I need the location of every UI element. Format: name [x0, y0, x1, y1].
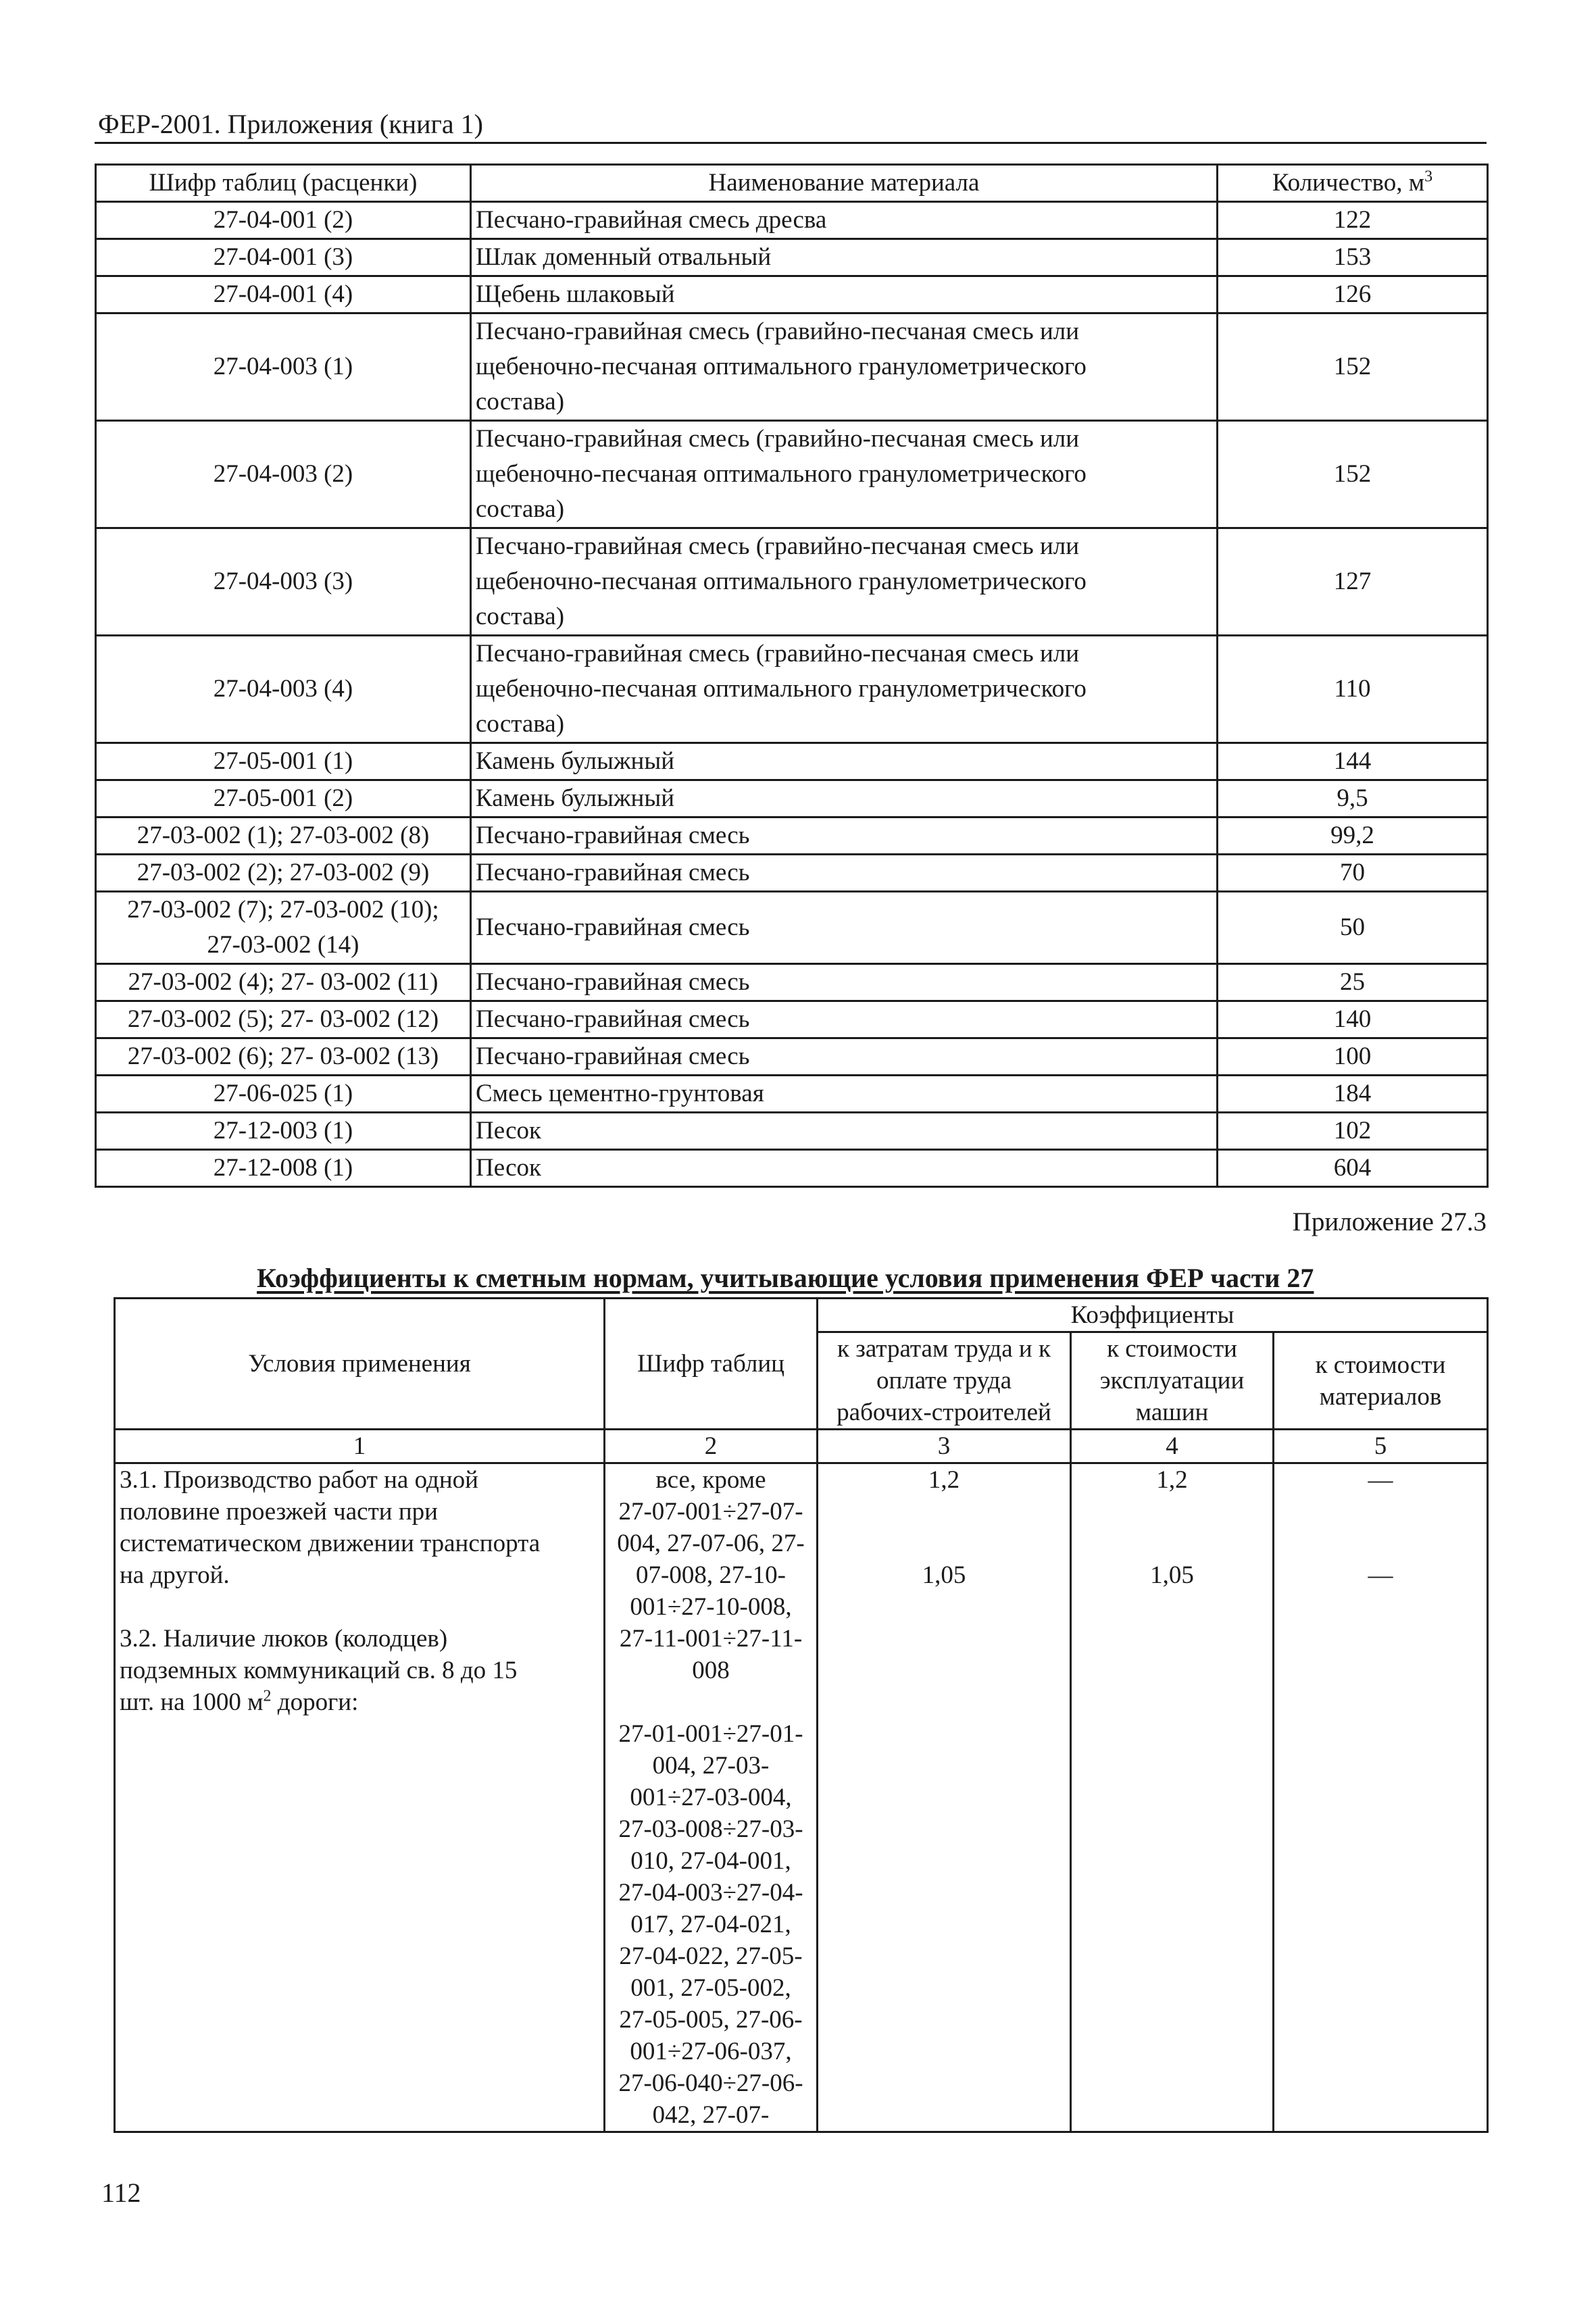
- material-name-line: состава): [476, 495, 565, 523]
- table-code-line: 017, 27-04-021,: [630, 1911, 791, 1938]
- material-name-line: щебеночно-песчаная оптимального гранулометрического: [476, 568, 1087, 595]
- material-code-line: 27-03-002 (5); 27- 03-002 (12): [127, 1005, 439, 1033]
- material-name-cell: [471, 818, 1218, 855]
- material-quantity-cell: 122: [1218, 202, 1488, 239]
- header-machines-line: эксплуатации: [1099, 1367, 1245, 1394]
- material-code-line: 27-12-003 (1): [213, 1117, 353, 1145]
- column-number: 3: [818, 1430, 1071, 1463]
- materials-header-row: [96, 165, 1488, 202]
- material-row: [96, 1076, 1488, 1113]
- material-name-cell: [471, 636, 1218, 743]
- table-code-line: 001, 27-05-002,: [630, 1974, 791, 2002]
- material-code-cell: [96, 743, 471, 780]
- material-name-cell: [471, 1076, 1218, 1113]
- material-row: [96, 780, 1488, 818]
- material-name-line: Песчано-гравийная смесь: [476, 1042, 750, 1070]
- material-code-line: 27-04-003 (1): [213, 353, 353, 380]
- table-codes-cell: [605, 1463, 818, 2132]
- table-code-line: 07-008, 27-10-: [636, 1561, 786, 1589]
- header-rule: [95, 142, 1487, 144]
- material-code-line: 27-03-002 (14): [207, 931, 359, 959]
- appendix-label: Приложение 27.3: [1292, 1207, 1487, 1236]
- material-name-cell: [471, 421, 1218, 528]
- material-quantity-cell: 140: [1218, 1001, 1488, 1038]
- condition-line: подземных коммуникаций св. 8 до 15: [120, 1657, 518, 1684]
- header-labor-line: к затратам труда и к: [837, 1335, 1051, 1363]
- material-code-line: 27-05-001 (1): [213, 747, 353, 775]
- header-conditions: Условия применения: [115, 1299, 605, 1430]
- material-code-line: 27-04-001 (2): [213, 206, 353, 234]
- coeff-table-title: Коэффициенты к сметным нормам, учитывающие условия применения ФЕР части 27: [257, 1263, 1314, 1293]
- material-code-cell: [96, 855, 471, 892]
- material-name-line: Песчано-гравийная смесь: [476, 968, 750, 996]
- material-name-line: Песчано-гравийная смесь: [476, 822, 750, 849]
- header-labor-line: оплате труда: [876, 1367, 1012, 1394]
- spacer: [1076, 1496, 1268, 1528]
- material-code-cell: [96, 818, 471, 855]
- header-quantity-text: Количество, м: [1272, 169, 1425, 197]
- material-code-line: 27-04-003 (4): [213, 675, 353, 703]
- material-code-cell: [96, 892, 471, 964]
- materials-body: [96, 202, 1488, 1187]
- condition-sup: 2: [263, 1687, 272, 1705]
- material-quantity-cell: 127: [1218, 528, 1488, 636]
- material-name-line: Песчано-гравийная смесь (гравийно-песчаная смесь или: [476, 532, 1080, 560]
- material-name-line: щебеночно-песчаная оптимального гранулометрического: [476, 460, 1087, 488]
- table-code-line: 004, 27-07-06, 27-: [617, 1530, 805, 1557]
- material-row: [96, 239, 1488, 276]
- material-name-cell: [471, 964, 1218, 1001]
- material-name-line: Песчано-гравийная смесь (гравийно-песчаная смесь или: [476, 318, 1080, 345]
- material-name-cell: [471, 1038, 1218, 1076]
- material-name-line: Шлак доменный отвальный: [476, 243, 772, 271]
- material-code-cell: [96, 1001, 471, 1038]
- material-quantity-cell: 152: [1218, 421, 1488, 528]
- material-code-cell: [96, 780, 471, 818]
- labor-coeff-32: 1,05: [922, 1561, 966, 1589]
- material-row: [96, 1113, 1488, 1150]
- material-name-line: Песчано-гравийная смесь: [476, 1005, 750, 1033]
- material-name-cell: [471, 528, 1218, 636]
- material-code-line: 27-04-003 (3): [213, 568, 353, 595]
- material-quantity-cell: 126: [1218, 276, 1488, 313]
- table-code-line: 042, 27-07-: [652, 2101, 770, 2129]
- material-name-cell: [471, 892, 1218, 964]
- coefficients-table: [114, 1297, 1489, 2133]
- column-number: 5: [1274, 1430, 1488, 1463]
- column-number: 1: [115, 1430, 605, 1463]
- header-material-name: Наименование материала: [471, 165, 1218, 202]
- header-quantity-sup: 3: [1424, 168, 1433, 186]
- condition-line-text: шт. на 1000 м: [120, 1688, 264, 1716]
- material-name-line: Смесь цементно-грунтовая: [476, 1080, 764, 1107]
- machines-coeff-cell: [1071, 1463, 1274, 2132]
- header-labor: [818, 1332, 1071, 1430]
- material-quantity-cell: 604: [1218, 1150, 1488, 1187]
- material-code-cell: [96, 276, 471, 313]
- material-row: [96, 964, 1488, 1001]
- material-code-cell: [96, 202, 471, 239]
- page-number: 112: [101, 2178, 141, 2208]
- spacer: [1278, 1528, 1482, 1559]
- material-code-line: 27-12-008 (1): [213, 1154, 353, 1182]
- material-code-line: 27-04-001 (3): [213, 243, 353, 271]
- running-head: ФЕР-2001. Приложения (книга 1): [98, 109, 483, 139]
- table-code-line: 27-03-008÷27-03-: [618, 1815, 803, 1843]
- header-machines: [1071, 1332, 1274, 1430]
- spacer: [120, 1591, 599, 1623]
- materials-table: [95, 164, 1489, 1188]
- material-code-cell: [96, 636, 471, 743]
- material-code-line: 27-03-002 (2); 27-03-002 (9): [136, 859, 430, 886]
- material-name-cell: [471, 855, 1218, 892]
- condition-line-tail: дороги:: [271, 1688, 359, 1716]
- spacer: [822, 1528, 1066, 1559]
- material-name-cell: [471, 1113, 1218, 1150]
- table-code-line: 010, 27-04-001,: [630, 1847, 791, 1875]
- material-quantity-cell: 153: [1218, 239, 1488, 276]
- table-code-line: 27-01-001÷27-01-: [618, 1720, 803, 1748]
- material-code-line: 27-03-002 (4); 27- 03-002 (11): [128, 968, 439, 996]
- material-row: [96, 528, 1488, 636]
- material-row: [96, 636, 1488, 743]
- conditions-cell: [115, 1463, 605, 2132]
- material-code-cell: [96, 1113, 471, 1150]
- material-quantity-cell: 100: [1218, 1038, 1488, 1076]
- material-name-line: Камень булыжный: [476, 784, 675, 812]
- material-name-cell: [471, 239, 1218, 276]
- material-name-cell: [471, 1150, 1218, 1187]
- material-quantity-cell: 152: [1218, 313, 1488, 421]
- material-code-line: 27-04-003 (2): [213, 460, 353, 488]
- material-code-cell: [96, 1076, 471, 1113]
- material-name-line: Песчано-гравийная смесь (гравийно-песчаная смесь или: [476, 425, 1080, 453]
- column-number: 2: [605, 1430, 818, 1463]
- material-name-line: щебеночно-песчаная оптимального гранулометрического: [476, 675, 1087, 703]
- column-number: 4: [1071, 1430, 1274, 1463]
- table-code-line: 001÷27-06-037,: [630, 2038, 792, 2065]
- table-code-line: 001÷27-03-004,: [630, 1784, 792, 1811]
- material-name-line: Песчано-гравийная смесь (гравийно-песчаная смесь или: [476, 640, 1080, 668]
- material-quantity-cell: 25: [1218, 964, 1488, 1001]
- material-code-line: 27-05-001 (2): [213, 784, 353, 812]
- coeff-header-row-1: [115, 1299, 1488, 1332]
- header-materials: [1274, 1332, 1488, 1430]
- table-code-line: 008: [692, 1657, 730, 1684]
- material-code-line: 27-06-025 (1): [213, 1080, 353, 1107]
- material-row: [96, 202, 1488, 239]
- material-quantity-cell: 110: [1218, 636, 1488, 743]
- material-code-cell: [96, 239, 471, 276]
- material-name-cell: [471, 743, 1218, 780]
- header-materials-line: материалов: [1319, 1382, 1442, 1411]
- material-name-line: состава): [476, 603, 565, 630]
- material-code-line: 27-03-002 (6); 27- 03-002 (13): [127, 1042, 439, 1070]
- material-name-cell: [471, 202, 1218, 239]
- labor-coeff-cell: [818, 1463, 1071, 2132]
- machines-coeff-31: 1,2: [1156, 1466, 1188, 1494]
- material-name-line: Щебень шлаковый: [476, 280, 675, 308]
- material-row: [96, 276, 1488, 313]
- material-code-line: 27-03-002 (1); 27-03-002 (8): [136, 822, 430, 849]
- material-quantity-cell: 184: [1218, 1076, 1488, 1113]
- material-row: [96, 421, 1488, 528]
- material-row: [96, 818, 1488, 855]
- table-code-line: 27-11-001÷27-11-: [619, 1625, 803, 1653]
- material-code-cell: [96, 1038, 471, 1076]
- material-quantity-cell: 99,2: [1218, 818, 1488, 855]
- header-quantity: [1218, 165, 1488, 202]
- table-code-line: 27-04-022, 27-05-: [619, 1942, 803, 1970]
- material-code-cell: [96, 1150, 471, 1187]
- material-name-line: Песок: [476, 1117, 541, 1145]
- header-machines-line: к стоимости: [1107, 1335, 1237, 1363]
- material-row: [96, 1038, 1488, 1076]
- material-row: [96, 313, 1488, 421]
- material-name-cell: [471, 780, 1218, 818]
- table-code-line: все, кроме: [655, 1466, 766, 1494]
- header-code: Шифр таблиц (расценки): [96, 165, 471, 202]
- material-name-line: Песчано-гравийная смесь дресва: [476, 206, 827, 234]
- header-table-code: Шифр таблиц: [605, 1299, 818, 1430]
- material-name-line: Песчано-гравийная смесь: [476, 859, 750, 886]
- column-number-row: [115, 1430, 1488, 1463]
- spacer: [1278, 1496, 1482, 1528]
- spacer: [609, 1686, 812, 1718]
- material-name-line: состава): [476, 388, 565, 416]
- condition-line: половине проезжей части при: [120, 1498, 438, 1526]
- condition-line: на другой.: [120, 1561, 230, 1589]
- labor-coeff-31: 1,2: [928, 1466, 960, 1494]
- material-name-cell: [471, 313, 1218, 421]
- material-code-line: 27-04-001 (4): [213, 280, 353, 308]
- condition-line: [120, 1686, 599, 1718]
- spacer: [822, 1496, 1066, 1528]
- material-row: [96, 743, 1488, 780]
- material-code-cell: [96, 421, 471, 528]
- coeff-body-row: [115, 1463, 1488, 2132]
- material-row: [96, 1001, 1488, 1038]
- material-code-cell: [96, 313, 471, 421]
- materials-coeff-31: —: [1368, 1466, 1393, 1494]
- material-name-line: Камень булыжный: [476, 747, 675, 775]
- material-code-line: 27-03-002 (7); 27-03-002 (10);: [127, 896, 439, 924]
- material-name-line: Песок: [476, 1154, 541, 1182]
- material-quantity-cell: 102: [1218, 1113, 1488, 1150]
- material-code-cell: [96, 528, 471, 636]
- table-code-line: 27-07-001÷27-07-: [618, 1498, 803, 1526]
- material-quantity-cell: 144: [1218, 743, 1488, 780]
- materials-coeff-32: —: [1368, 1561, 1393, 1589]
- material-quantity-cell: 70: [1218, 855, 1488, 892]
- header-labor-line: рабочих-строителей: [837, 1399, 1051, 1426]
- material-code-cell: [96, 964, 471, 1001]
- condition-line: 3.2. Наличие люков (колодцев): [120, 1625, 448, 1653]
- material-name-line: состава): [476, 710, 565, 738]
- table-code-line: 27-04-003÷27-04-: [618, 1879, 803, 1907]
- table-code-line: 004, 27-03-: [652, 1752, 770, 1780]
- material-name-cell: [471, 1001, 1218, 1038]
- material-name-line: Песчано-гравийная смесь: [476, 913, 750, 941]
- material-name-line: щебеночно-песчаная оптимального гранулометрического: [476, 353, 1087, 380]
- machines-coeff-32: 1,05: [1150, 1561, 1194, 1589]
- material-row: [96, 1150, 1488, 1187]
- spacer: [1076, 1528, 1268, 1559]
- material-row: [96, 855, 1488, 892]
- table-code-line: 001÷27-10-008,: [630, 1593, 792, 1621]
- material-quantity-cell: 9,5: [1218, 780, 1488, 818]
- table-code-line: 27-06-040÷27-06-: [618, 2069, 803, 2097]
- condition-line: систематическом движении транспорта: [120, 1530, 541, 1557]
- header-coefficients: Коэффициенты: [818, 1299, 1488, 1332]
- material-name-cell: [471, 276, 1218, 313]
- header-materials-line: к стоимости: [1315, 1351, 1446, 1379]
- condition-line: 3.1. Производство работ на одной: [120, 1466, 478, 1494]
- table-code-line: 27-05-005, 27-06-: [619, 2006, 803, 2034]
- material-quantity-cell: 50: [1218, 892, 1488, 964]
- material-row: [96, 892, 1488, 964]
- header-machines-line: машин: [1135, 1399, 1209, 1426]
- materials-coeff-cell: [1274, 1463, 1488, 2132]
